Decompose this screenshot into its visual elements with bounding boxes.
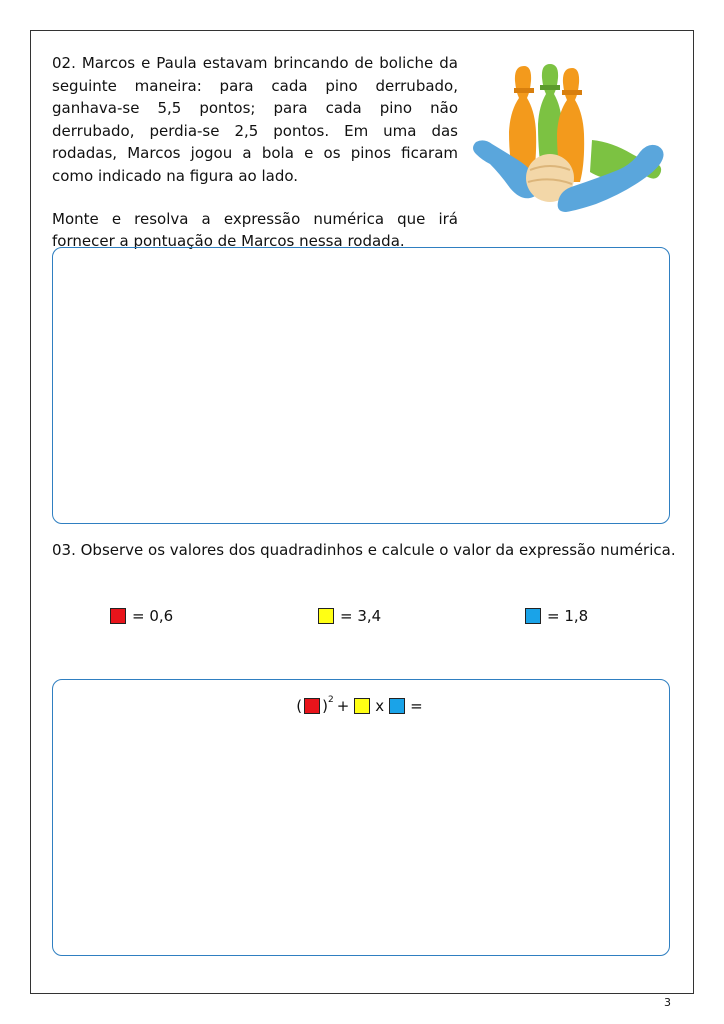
open-paren: ( [296, 697, 303, 715]
question-2-instruction: Monte e resolva a expressão numérica que irá fornecer a pontuação de Marcos nessa rodada. [52, 209, 458, 251]
yellow-square-icon [318, 608, 334, 624]
yellow-square-icon [354, 698, 370, 714]
legend-red [110, 606, 173, 626]
legend-yellow [318, 606, 381, 626]
legend-blue [525, 606, 588, 626]
plus-sign: + [336, 697, 350, 715]
legend-blue-value: = 1,8 [547, 607, 589, 625]
numeric-expression [53, 696, 669, 716]
blue-square-icon [525, 608, 541, 624]
red-square-icon [304, 698, 320, 714]
equals-sign: = [410, 697, 423, 715]
blue-square-icon [389, 698, 405, 714]
bowling-pins-icon [472, 52, 672, 232]
answer-box-question-2[interactable] [52, 247, 670, 524]
red-square-icon [110, 608, 126, 624]
answer-box-question-3[interactable] [52, 679, 670, 956]
exponent: 2 [327, 695, 334, 705]
close-paren: ) [322, 697, 328, 715]
legend-yellow-value: = 3,4 [340, 607, 382, 625]
question-2-statement: 02. Marcos e Paula estavam brincando de boliche da seguinte maneira: para cada pino derrubado, ganhava-se 5,5 pontos; para cada pino não derrubado, perdia-se 2,5 pontos. Em uma das rodadas, Marcos jogou a bola e os pinos ficaram como indicado na figura ao lado. [52, 54, 458, 185]
question-2 [52, 52, 458, 253]
legend-red-value: = 0,6 [132, 607, 174, 625]
question-3-statement: 03. Observe os valores dos quadradinhos e calcule o valor da expressão numérica. [52, 541, 676, 559]
page-number: 3 [664, 996, 671, 1009]
times-sign: x [375, 697, 385, 715]
